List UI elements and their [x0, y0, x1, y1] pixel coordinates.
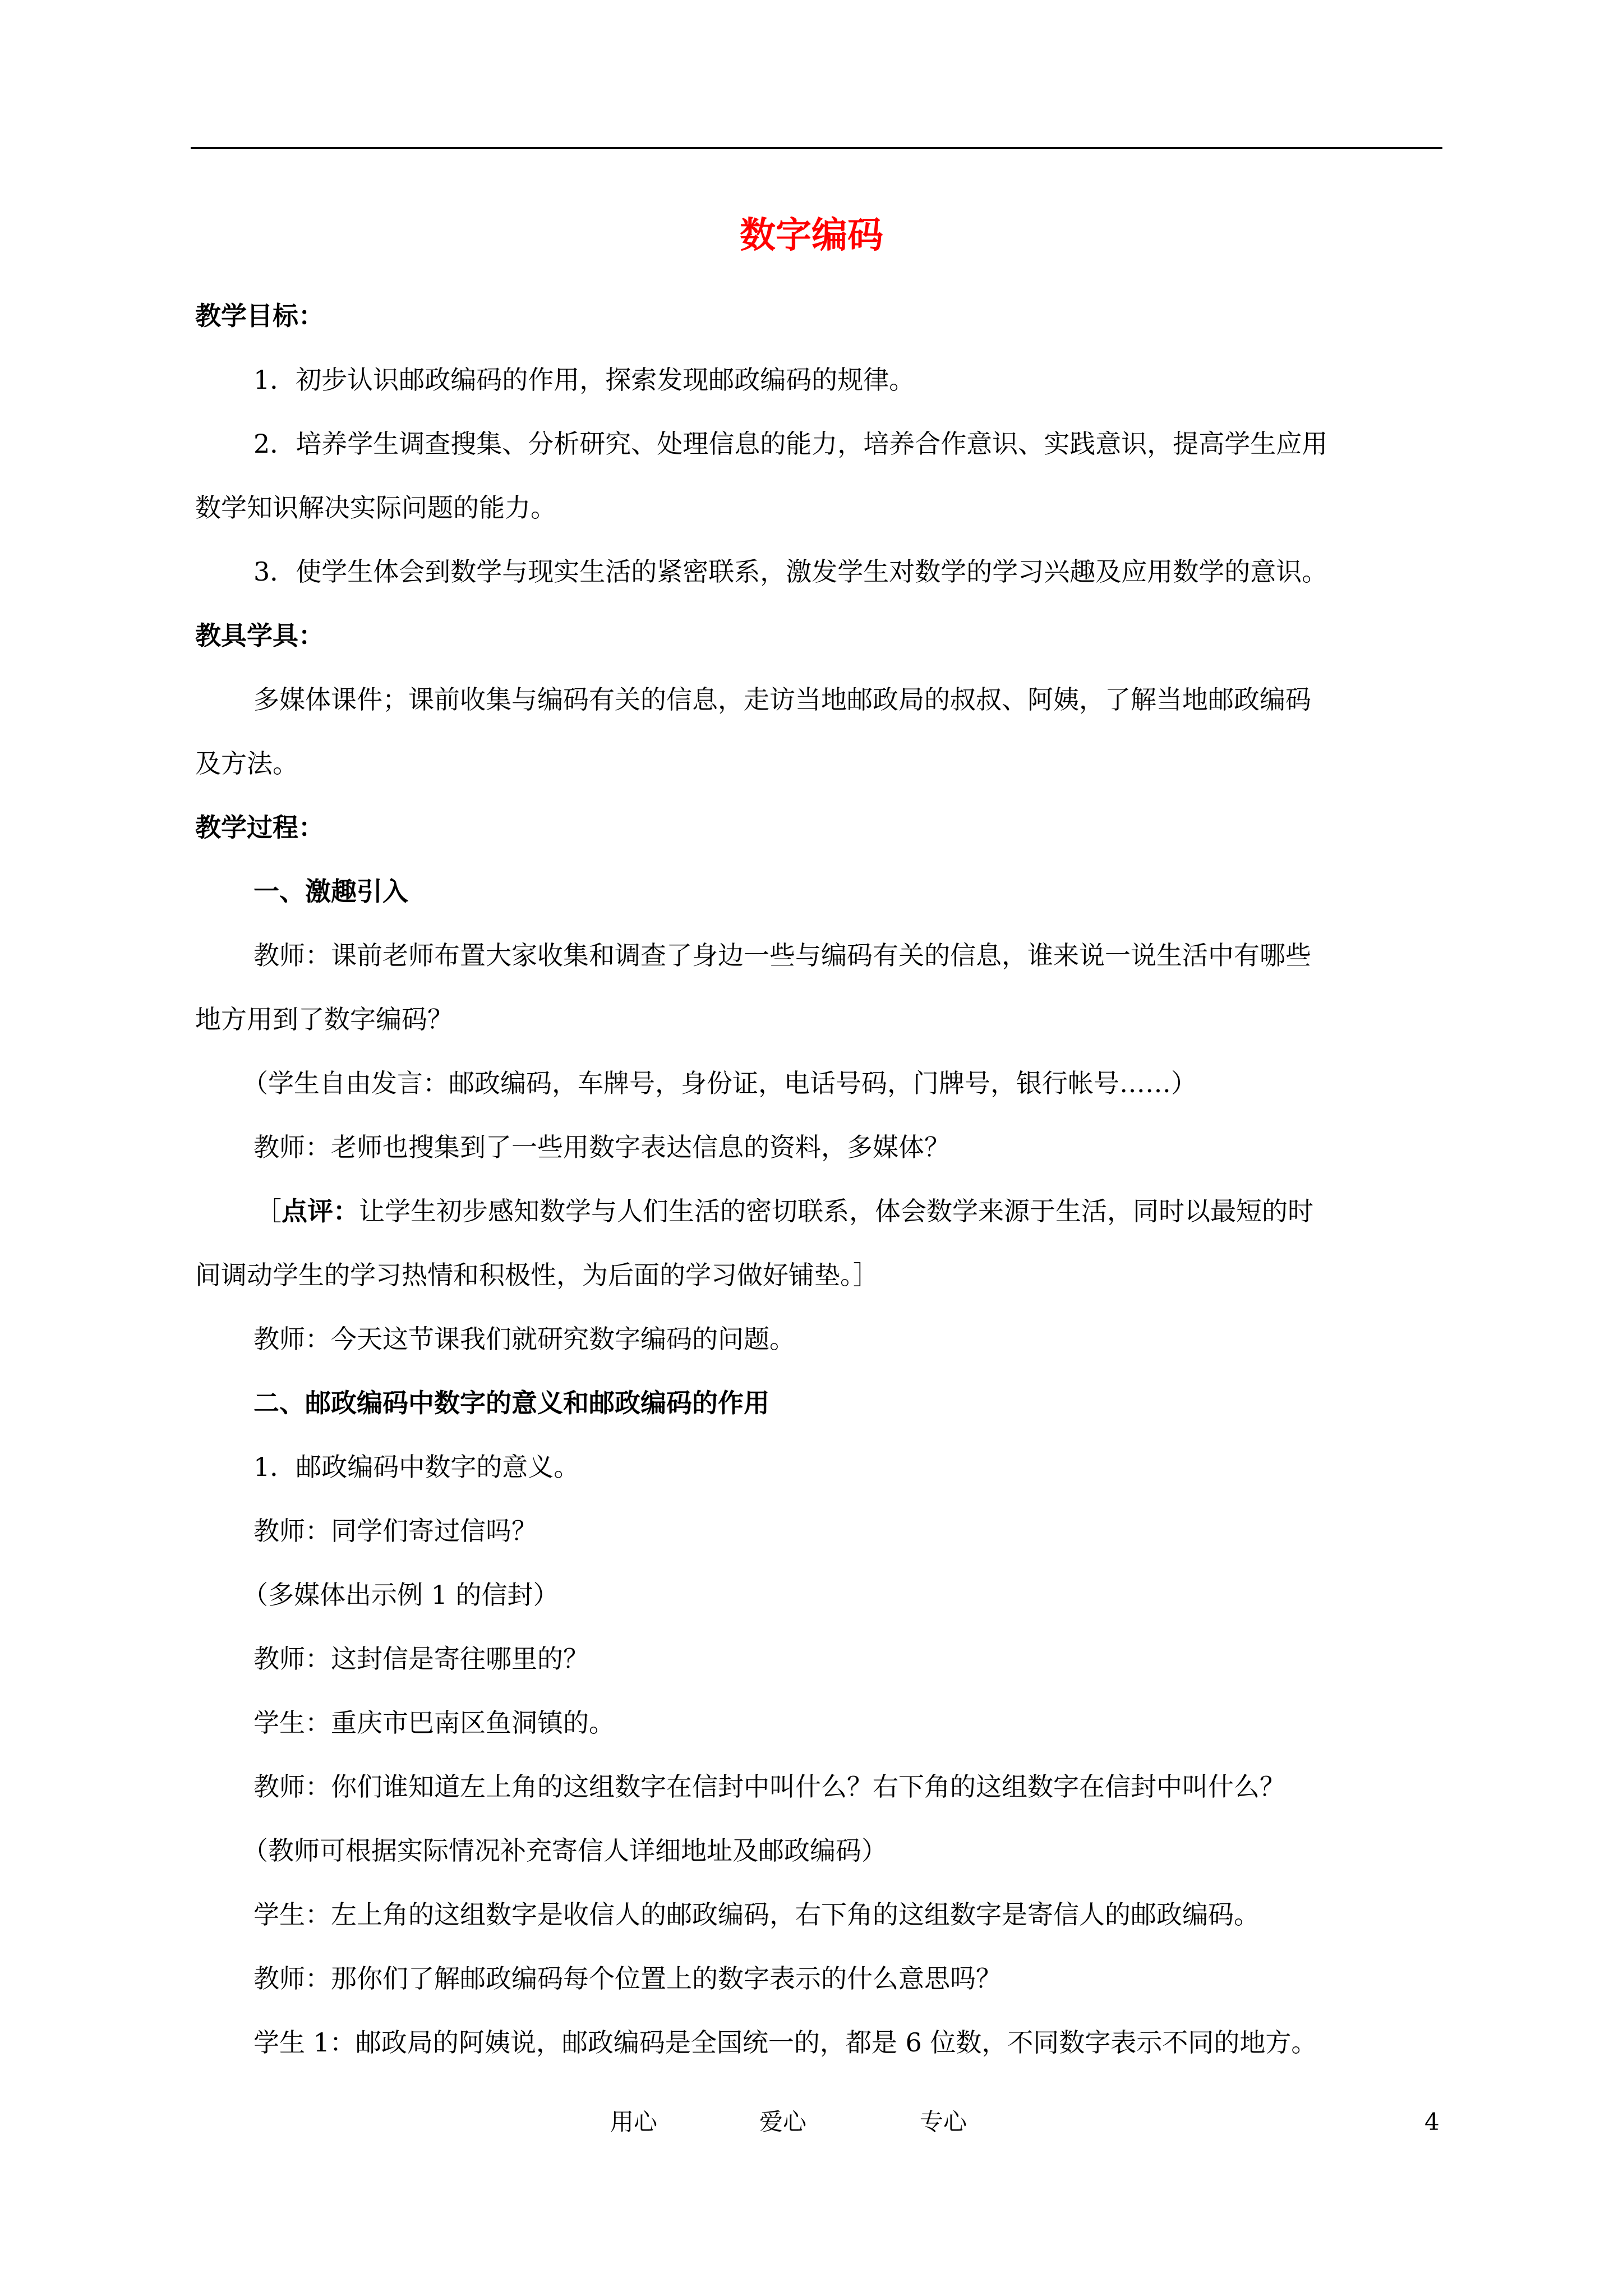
footer-word-1: 用心: [610, 2108, 658, 2136]
footer-word-2: 爱心: [759, 2108, 807, 2136]
comment-bracket: ［: [256, 1196, 282, 1226]
header-rule: [191, 147, 1442, 149]
paragraph-student-2: 学生：左上角的这组数字是收信人的邮政编码，右下角的这组数字是寄信人的邮政编码。: [253, 1899, 1260, 1930]
paragraph-teacher-1-line-1: 教师：课前老师布置大家收集和调查了身边一些与编码有关的信息，谁来说一说生活中有哪些: [253, 940, 1311, 970]
tools-line-2: 及方法。: [195, 748, 298, 779]
comment-line-2: 间调动学生的学习热情和积极性，为后面的学习做好铺垫。］: [195, 1260, 879, 1290]
page-number: 4: [1424, 2108, 1440, 2136]
footer-word-3: 专心: [920, 2108, 967, 2136]
section-1-heading: 一、激趣引入: [253, 876, 408, 907]
comment-line-1: [256, 1198, 1313, 1224]
paragraph-teacher-2: 教师：老师也搜集到了一些用数字表达信息的资料，多媒体？: [253, 1132, 950, 1162]
paragraph-multimedia-example: （多媒体出示例 1 的信封）: [242, 1580, 559, 1610]
section-2-heading: 二、邮政编码中数字的意义和邮政编码的作用: [253, 1388, 769, 1418]
objective-2-line-2: 数学知识解决实际问题的能力。: [195, 493, 556, 523]
paragraph-teacher-note: （教师可根据实际情况补充寄信人详细地址及邮政编码）: [242, 1835, 887, 1866]
document-title: 数字编码: [740, 214, 883, 256]
paragraph-teacher-5: 教师：这封信是寄往哪里的？: [253, 1644, 589, 1674]
comment-label: 点评：: [282, 1196, 359, 1226]
heading-objectives: 教学目标：: [195, 301, 324, 331]
subsection-2-1: 1．邮政编码中数字的意义。: [253, 1452, 580, 1482]
paragraph-teacher-7: 教师：那你们了解邮政编码每个位置上的数字表示的什么意思吗？: [253, 1963, 1002, 1994]
heading-process: 教学过程：: [195, 812, 324, 843]
comment-text: 让学生初步感知数学与人们生活的密切联系，体会数学来源于生活，同时以最短的时: [359, 1196, 1313, 1226]
paragraph-students-answer: （学生自由发言：邮政编码，车牌号，身份证，电话号码，门牌号，银行帐号……）: [242, 1068, 1197, 1098]
objective-1: 1．初步认识邮政编码的作用，探索发现邮政编码的规律。: [253, 365, 915, 395]
paragraph-teacher-3: 教师：今天这节课我们就研究数字编码的问题。: [253, 1324, 795, 1354]
paragraph-teacher-6: 教师：你们谁知道左上角的这组数字在信封中叫什么？右下角的这组数字在信封中叫什么？: [253, 1772, 1285, 1802]
objective-2-line-1: 2．培养学生调查搜集、分析研究、处理信息的能力，培养合作意识、实践意识，提高学生应用: [253, 429, 1328, 459]
paragraph-student-1: 学生：重庆市巴南区鱼洞镇的。: [253, 1708, 615, 1738]
objective-3: 3．使学生体会到数学与现实生活的紧密联系，激发学生对数学的学习兴趣及应用数学的意识。: [253, 556, 1328, 587]
paragraph-teacher-1-line-2: 地方用到了数字编码？: [195, 1004, 453, 1034]
tools-line-1: 多媒体课件；课前收集与编码有关的信息，走访当地邮政局的叔叔、阿姨，了解当地邮政编码: [253, 684, 1311, 715]
paragraph-student-3: 学生 1：邮政局的阿姨说，邮政编码是全国统一的，都是 6 位数，不同数字表示不同的地方。: [253, 2027, 1317, 2058]
heading-tools: 教具学具：: [195, 620, 324, 651]
paragraph-teacher-4: 教师：同学们寄过信吗？: [253, 1516, 537, 1546]
